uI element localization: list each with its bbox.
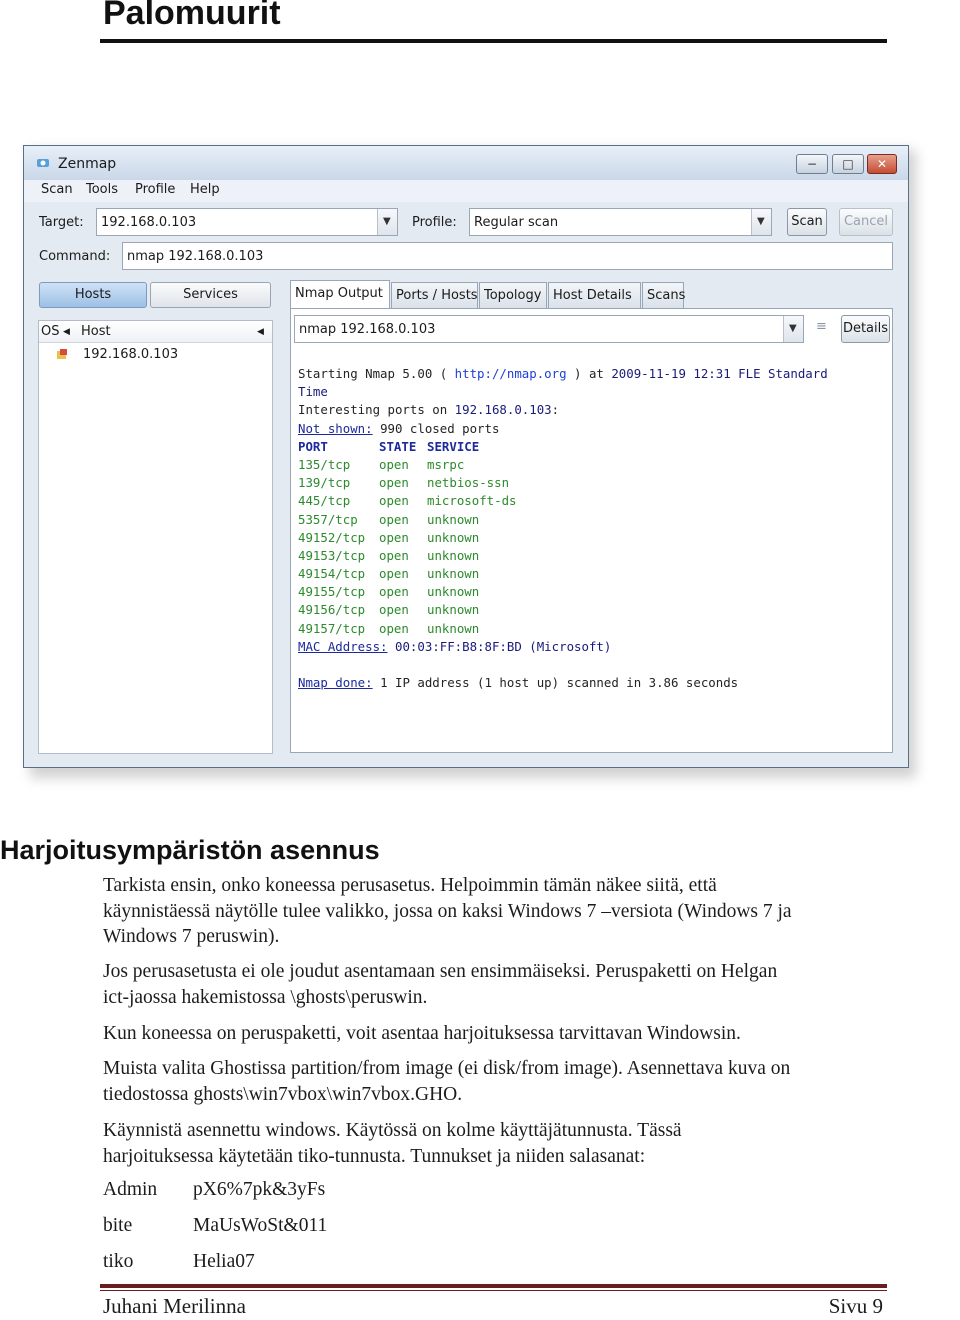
port-number: 49156/tcp bbox=[298, 602, 366, 618]
port-row bbox=[298, 601, 886, 619]
credential-row bbox=[103, 1251, 503, 1277]
port-row bbox=[298, 492, 886, 510]
output-not-shown-value: 990 closed ports bbox=[372, 420, 500, 436]
output-line-mac bbox=[298, 638, 886, 656]
port-service: unknown bbox=[427, 547, 480, 563]
tab-scans[interactable]: Scans bbox=[642, 282, 684, 309]
command-label: Command: bbox=[39, 249, 111, 264]
port-service: unknown bbox=[427, 566, 480, 582]
paragraph-line: ict-jaossa hakemistossa \ghosts\peruswin. bbox=[103, 986, 428, 1008]
paragraph bbox=[103, 873, 903, 950]
output-col-service: SERVICE bbox=[427, 438, 480, 454]
port-row bbox=[298, 547, 886, 565]
output-line-time bbox=[298, 383, 886, 401]
command-value: nmap 192.168.0.103 bbox=[127, 249, 264, 264]
paragraph bbox=[103, 959, 903, 1010]
host-list-header bbox=[39, 321, 272, 343]
grip-icon: ≡ bbox=[816, 319, 827, 334]
section-heading: Harjoitusympäristön asennus bbox=[0, 835, 380, 865]
port-state: open bbox=[379, 602, 409, 618]
menu-tools[interactable]: Tools bbox=[86, 182, 119, 197]
port-state: open bbox=[379, 547, 409, 563]
port-rows bbox=[298, 456, 886, 638]
output-start-mid: ) at bbox=[566, 366, 612, 381]
tab-host-details[interactable]: Host Details bbox=[548, 282, 641, 309]
title-rule bbox=[100, 39, 887, 43]
profile-value: Regular scan bbox=[474, 215, 559, 230]
target-input[interactable] bbox=[96, 208, 398, 236]
paragraph-line: Käynnistä asennettu windows. Käytössä on kolme käyttäjätunnusta. Tässä bbox=[103, 1120, 682, 1141]
port-number: 49152/tcp bbox=[298, 529, 366, 545]
paragraph bbox=[103, 1118, 903, 1169]
output-col-state: STATE bbox=[379, 438, 417, 454]
chevron-down-icon: ▼ bbox=[757, 216, 765, 227]
paragraph-line: Tarkista ensin, onko koneessa perusasetus. Helpoimmin tämän näkee siitä, että bbox=[103, 875, 717, 896]
title-bar[interactable] bbox=[24, 146, 908, 180]
hosts-button[interactable]: Hosts bbox=[39, 282, 147, 308]
host-entry[interactable]: 192.168.0.103 bbox=[83, 347, 179, 362]
output-line-start bbox=[298, 365, 886, 383]
output-done-label: Nmap done: bbox=[298, 675, 373, 691]
menu-help[interactable]: Help bbox=[190, 182, 220, 197]
output-line-interesting bbox=[298, 401, 886, 419]
minimize-icon: − bbox=[806, 157, 818, 171]
services-button[interactable]: Services bbox=[150, 282, 271, 308]
port-number: 139/tcp bbox=[298, 475, 351, 491]
port-state: open bbox=[379, 493, 409, 509]
chevron-down-icon: ▼ bbox=[789, 323, 797, 334]
paragraph-line: Windows 7 peruswin). bbox=[103, 926, 280, 947]
port-row bbox=[298, 583, 886, 601]
tab-nmap-output[interactable]: Nmap Output bbox=[290, 280, 390, 309]
details-button[interactable]: Details bbox=[841, 315, 890, 343]
menu-bar bbox=[24, 180, 908, 202]
port-number: 49157/tcp bbox=[298, 620, 366, 636]
output-line-not-shown bbox=[298, 420, 886, 438]
port-state: open bbox=[379, 566, 409, 582]
output-line-blank bbox=[298, 656, 886, 674]
footer-author: Juhani Merilinna bbox=[103, 1294, 246, 1318]
nmap-output-text bbox=[298, 365, 886, 692]
output-not-shown-label: Not shown: bbox=[298, 420, 373, 436]
sort-left-icon: ◀ bbox=[63, 327, 70, 337]
minimize-button[interactable] bbox=[796, 154, 828, 174]
sort-left-icon: ◀ bbox=[257, 327, 264, 337]
port-service: netbios-ssn bbox=[427, 475, 510, 491]
footer-rule-thin bbox=[100, 1290, 887, 1291]
credential-password: Helia07 bbox=[193, 1251, 255, 1272]
command-input[interactable] bbox=[122, 242, 893, 270]
port-service: unknown bbox=[427, 584, 480, 600]
credential-username: tiko bbox=[103, 1251, 134, 1272]
credential-row bbox=[103, 1179, 503, 1205]
port-row bbox=[298, 620, 886, 638]
credential-password: MaUsWoSt&011 bbox=[193, 1215, 328, 1236]
paragraph bbox=[103, 1021, 903, 1047]
scan-button[interactable]: Scan bbox=[787, 208, 827, 236]
menu-profile[interactable]: Profile bbox=[135, 182, 176, 197]
output-start-cont: Time bbox=[298, 384, 328, 400]
host-os-icon bbox=[55, 349, 69, 361]
port-number: 49154/tcp bbox=[298, 566, 366, 582]
port-number: 135/tcp bbox=[298, 456, 351, 472]
paragraph-line: Jos perusasetusta ei ole joudut asentamaan sen ensimmäiseksi. Peruspaketti on Helgan bbox=[103, 961, 778, 982]
profile-dropdown[interactable] bbox=[751, 209, 771, 235]
paragraph-line: Muista valita Ghostissa partition/from image (ei disk/from image). Asennettava kuva on bbox=[103, 1058, 791, 1079]
paragraph-line: Kun koneessa on peruspaketti, voit asentaa harjoituksessa tarvittavan Windowsin. bbox=[103, 1023, 741, 1044]
close-icon: ✕ bbox=[876, 157, 888, 171]
window-title: Zenmap bbox=[58, 156, 117, 172]
footer-page-number: Sivu 9 bbox=[828, 1294, 883, 1318]
port-row bbox=[298, 565, 886, 583]
output-done-value: 1 IP address (1 host up) scanned in 3.86 seconds bbox=[372, 675, 739, 691]
port-row bbox=[298, 529, 886, 547]
paragraph-line: käynnistäessä näytölle tulee valikko, jossa on kaksi Windows 7 –versiota (Windows 7 ja bbox=[103, 900, 792, 922]
column-host[interactable]: Host bbox=[81, 324, 111, 339]
column-os[interactable]: OS bbox=[41, 324, 60, 339]
zenmap-app-icon bbox=[36, 157, 50, 169]
port-state: open bbox=[379, 529, 409, 545]
paragraph-line: tiedostossa ghosts\win7vbox\win7vbox.GHO. bbox=[103, 1083, 463, 1105]
main-area bbox=[24, 202, 908, 767]
output-start-prefix: Starting Nmap 5.00 ( bbox=[298, 366, 455, 381]
output-mac-label: MAC Address: bbox=[298, 638, 388, 654]
port-number: 5357/tcp bbox=[298, 511, 358, 527]
page-title: Palomuurit bbox=[103, 0, 281, 32]
host-list bbox=[38, 320, 273, 754]
output-select-value: nmap 192.168.0.103 bbox=[299, 322, 436, 337]
credential-row bbox=[103, 1215, 503, 1241]
output-mac-value: 00:03:FF:B8:8F:BD (Microsoft) bbox=[387, 638, 612, 654]
port-service: unknown bbox=[427, 511, 480, 527]
maximize-button[interactable] bbox=[832, 154, 864, 174]
chevron-down-icon: ▼ bbox=[383, 216, 391, 227]
output-start-date: 2009-11-19 12:31 FLE Standard bbox=[611, 366, 828, 381]
paragraph-line: harjoituksessa käytetään tiko-tunnusta. Tunnukset ja niiden salasanat: bbox=[103, 1145, 646, 1167]
credential-username: Admin bbox=[103, 1179, 158, 1200]
maximize-icon: □ bbox=[842, 157, 854, 171]
port-number: 49153/tcp bbox=[298, 547, 366, 563]
port-row bbox=[298, 474, 886, 492]
zenmap-window bbox=[23, 145, 909, 768]
port-service: unknown bbox=[427, 602, 480, 618]
nmap-output-pane bbox=[290, 308, 893, 753]
target-label: Target: bbox=[39, 215, 84, 230]
credential-username: bite bbox=[103, 1215, 133, 1236]
port-state: open bbox=[379, 511, 409, 527]
target-value: 192.168.0.103 bbox=[101, 215, 197, 230]
port-row bbox=[298, 511, 886, 529]
output-line-done bbox=[298, 674, 886, 692]
paragraph bbox=[103, 1056, 903, 1107]
target-dropdown[interactable] bbox=[377, 209, 397, 235]
port-number: 445/tcp bbox=[298, 493, 351, 509]
credential-password: pX6%7pk&3yFs bbox=[193, 1179, 326, 1200]
port-number: 49155/tcp bbox=[298, 584, 366, 600]
port-state: open bbox=[379, 584, 409, 600]
output-interesting-ip: 192.168.0.103 bbox=[454, 402, 552, 418]
output-dropdown[interactable] bbox=[783, 316, 803, 342]
profile-label: Profile: bbox=[412, 215, 457, 230]
port-service: unknown bbox=[427, 529, 480, 545]
close-button[interactable] bbox=[867, 154, 897, 174]
footer-rule bbox=[100, 1284, 887, 1288]
port-state: open bbox=[379, 620, 409, 636]
nmap-link[interactable]: http://nmap.org bbox=[454, 366, 567, 381]
output-interesting-suffix: : bbox=[551, 402, 560, 418]
output-interesting-prefix: Interesting ports on bbox=[298, 402, 455, 418]
tab-ports-hosts[interactable]: Ports / Hosts bbox=[391, 282, 478, 309]
profile-select[interactable] bbox=[469, 208, 772, 236]
port-service: msrpc bbox=[427, 456, 465, 472]
tab-topology[interactable]: Topology bbox=[479, 282, 547, 309]
output-select[interactable] bbox=[294, 315, 804, 343]
cancel-button[interactable]: Cancel bbox=[839, 208, 893, 236]
output-line-header bbox=[298, 438, 886, 456]
port-state: open bbox=[379, 456, 409, 472]
menu-scan[interactable]: Scan bbox=[41, 182, 73, 197]
port-row bbox=[298, 456, 886, 474]
port-state: open bbox=[379, 475, 409, 491]
port-service: microsoft-ds bbox=[427, 493, 517, 509]
output-col-port: PORT bbox=[298, 438, 328, 454]
port-service: unknown bbox=[427, 620, 480, 636]
